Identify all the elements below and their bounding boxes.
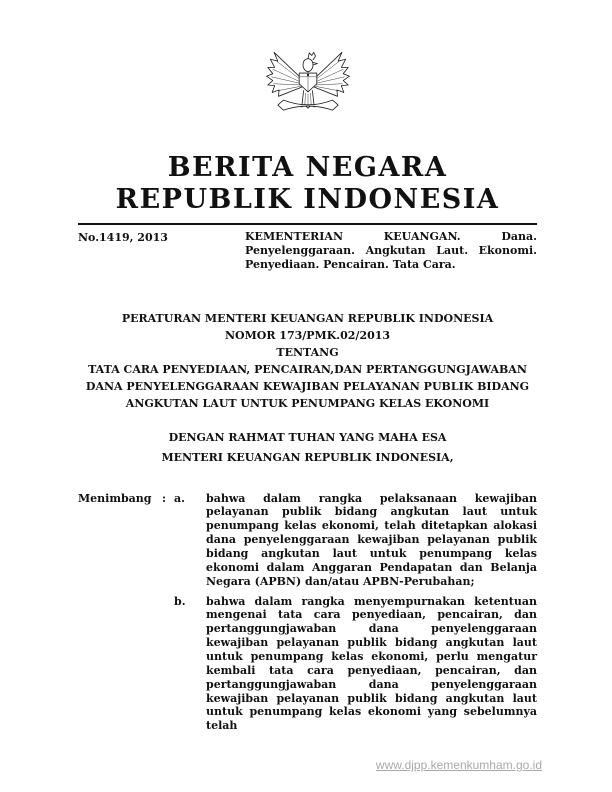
issue-number: No.1419, 2013 — [78, 230, 168, 244]
considerations-label-spacer — [78, 595, 162, 734]
gazette-title-line2: REPUBLIK INDONESIA — [115, 183, 500, 215]
considerations-label: Menimbang — [78, 491, 152, 505]
regulation-about-label: TENTANG — [276, 345, 339, 359]
masthead-divider — [78, 223, 537, 225]
considerations-separator-spacer — [162, 595, 174, 734]
considerations-grid — [78, 492, 537, 734]
regulation-title: TATA CARA PENYEDIAAN, PENCAIRAN,DAN PERTANGGUNGJAWABAN DANA PENYELENGGARAAN KEWAJIBAN PELAYANAN PUBLIK BIDANG ANGKUTAN LAUT UNTUK PENUMPANG KELAS EKONOMI — [85, 362, 530, 410]
consideration-item-text: bahwa dalam rangka menyempurnakan ketentuan mengenai tata cara penyediaan, pencairan, dan pertanggungjawaban dana penyelenggaraan kewajiban pelayanan publik bidang angkutan laut untuk penumpang kelas ekonomi, perlu mengatur kembali tata cara penyediaan, pencairan, dan pertanggungjawaban dana penyelenggaraan kewajiban pelayanan publik bidang angkutan laut untuk penumpang kelas ekonomi yang sebelumnya telah — [206, 594, 537, 733]
gazette-title-line1: BERITA NEGARA — [167, 152, 448, 183]
considerations-separator: : — [162, 491, 167, 505]
gazette-masthead — [78, 152, 537, 216]
consideration-item-letter: a. — [174, 491, 185, 505]
regulation-heading: PERATURAN MENTERI KEUANGAN REPUBLIK INDONESIA — [121, 311, 494, 325]
garuda-eagle-icon — [264, 36, 352, 134]
invocation-block — [78, 428, 537, 468]
issue-header — [78, 230, 537, 288]
issue-subject: KEMENTERIAN KEUANGAN. Dana. Penyelenggaraan. Angkutan Laut. Ekonomi. Penyediaan. Pencairan. Tata Cara. — [245, 229, 537, 272]
considerations-section — [78, 492, 537, 734]
invocation-text: DENGAN RAHMAT TUHAN YANG MAHA ESA — [168, 431, 447, 444]
authority-text: MENTERI KEUANGAN REPUBLIK INDONESIA, — [161, 450, 454, 464]
consideration-item-letter: b. — [174, 594, 186, 608]
regulation-heading-block — [78, 310, 537, 412]
footer-watermark-link[interactable]: www.djpp.kemenkumham.go.id — [375, 758, 542, 772]
regulation-number: NOMOR 173/PMK.02/2013 — [224, 328, 391, 342]
garuda-pancasila-emblem — [78, 36, 537, 138]
consideration-item-text: bahwa dalam rangka pelaksanaan kewajiban pelayanan publik bidang angkutan laut untuk penumpang kelas ekonomi, telah ditetapkan alokasi dana penyelenggaraan kewajiban pelayanan publik bidang angkutan laut untuk penumpang kelas ekonomi dalam Anggaran Pendapatan dan Belanja Negara (APBN) dan/atau APBN-Perubahan; — [206, 491, 537, 588]
